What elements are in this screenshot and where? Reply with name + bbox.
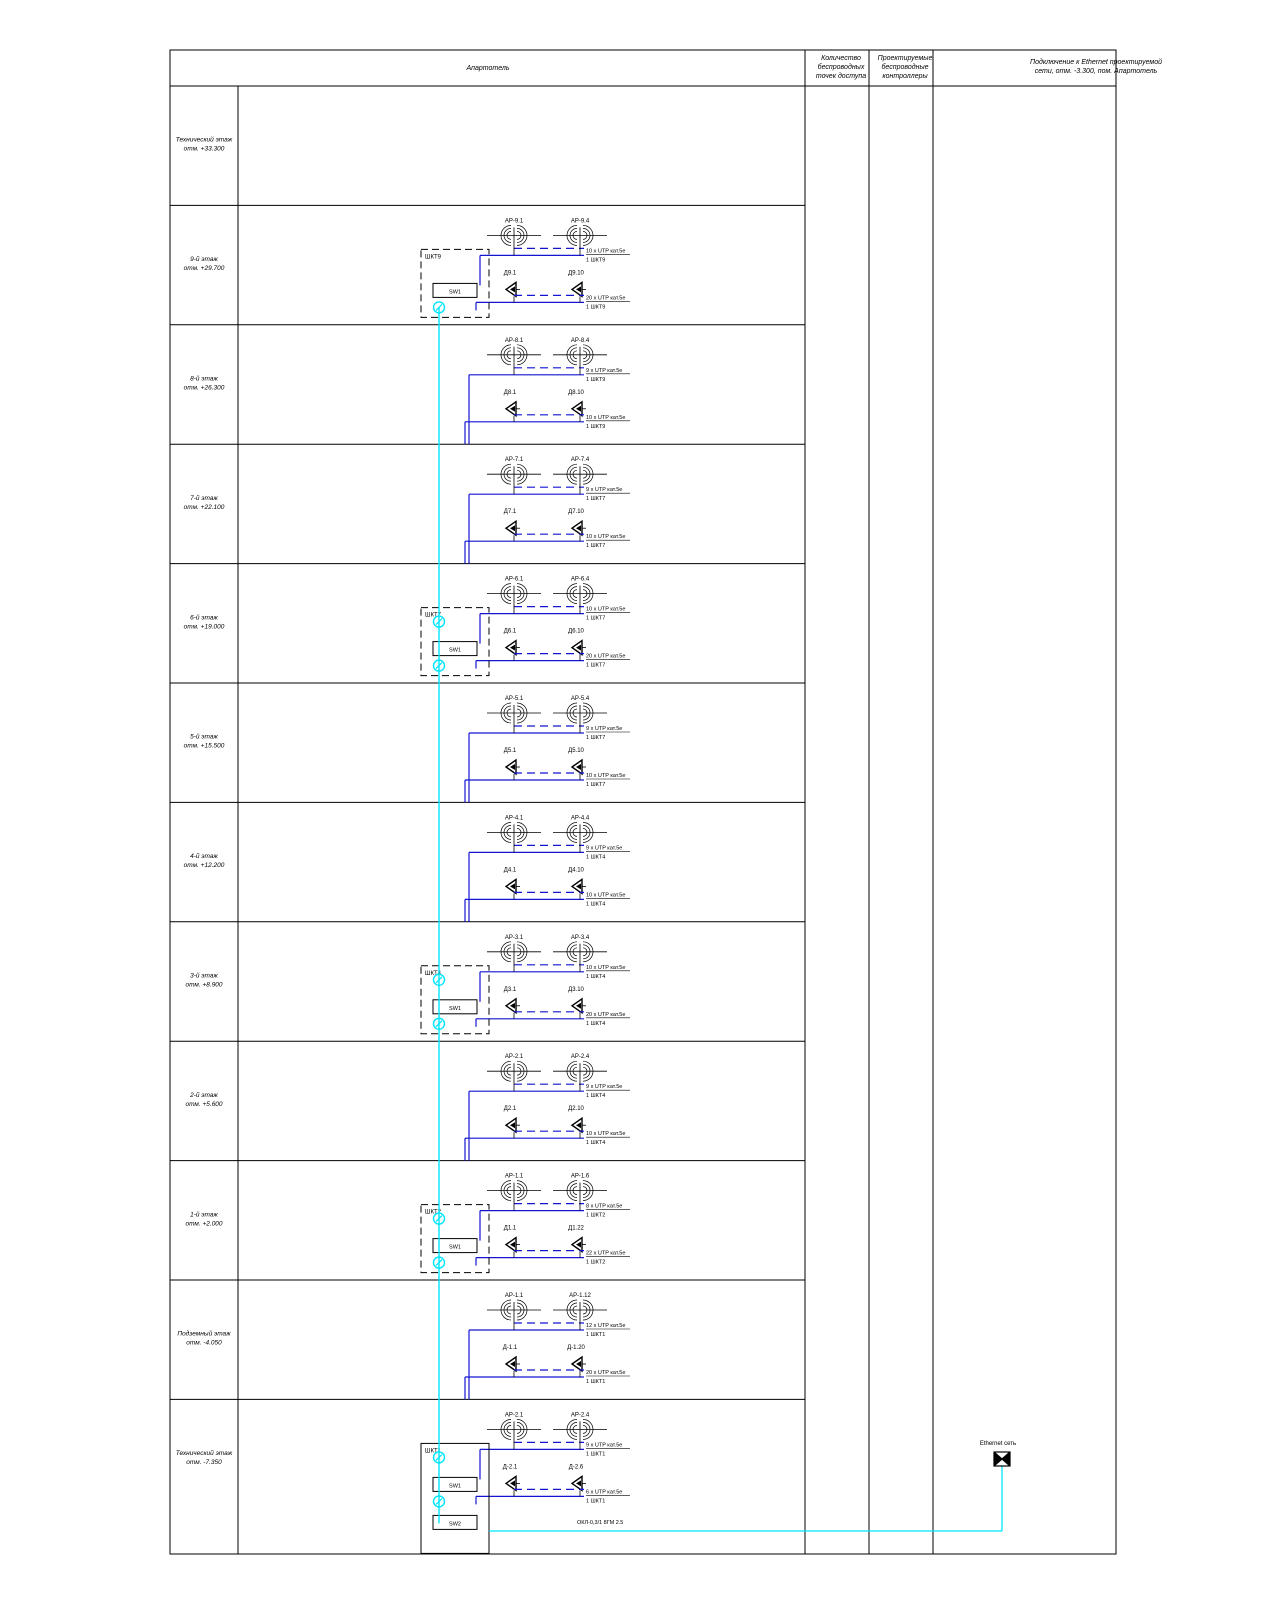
- cable-target: 1 ШКТ1: [586, 1451, 606, 1458]
- detector-core: [510, 286, 515, 292]
- detector: [504, 509, 520, 535]
- floor-level: отм. +22.100: [183, 503, 225, 511]
- floor-level: отм. -7.350: [186, 1459, 222, 1467]
- floor-row-f7: [170, 457, 805, 563]
- floor-name: 9-й этаж: [190, 256, 218, 264]
- access-point: [487, 1054, 541, 1081]
- access-point: [487, 218, 541, 245]
- cable-group: [465, 721, 630, 802]
- detector: [568, 867, 586, 893]
- header-controllers-line2: беспроводные: [881, 64, 929, 71]
- ap-label: AP-3.4: [570, 934, 590, 941]
- cable-group: [476, 960, 630, 1027]
- floor-level: отм. +2.000: [185, 1220, 223, 1228]
- cable-target: 1 ШКТ4: [586, 1020, 606, 1027]
- cable-spec: 9 x UTP кат.5e: [586, 726, 623, 732]
- detector-label: Д5.10: [568, 748, 584, 754]
- floor-name: Технический этаж: [175, 1450, 233, 1458]
- access-point: [553, 1054, 607, 1081]
- access-point: [487, 696, 541, 723]
- access-point: [487, 338, 541, 365]
- access-point: [553, 218, 607, 245]
- header-controllers-line3: контроллеры: [882, 73, 928, 80]
- cabinet-ШКТ1: [421, 1443, 489, 1553]
- floor-row-f2: [170, 1054, 805, 1160]
- detector-label: Д9.10: [568, 270, 584, 277]
- floor-level: отм. +26.300: [183, 384, 225, 392]
- cable-target: 1 ШКТ1: [586, 1332, 606, 1338]
- detector-label: Д6.10: [568, 628, 584, 635]
- floor-level: отм. -4.050: [186, 1339, 222, 1347]
- detector-label: Д9.1: [503, 270, 517, 277]
- cable-group: [465, 1079, 630, 1160]
- detector: [568, 509, 586, 535]
- floor-row-tech-bottom: [176, 1412, 630, 1553]
- cable-spec: 9 x UTP кат.5e: [586, 367, 623, 374]
- floor-name: Подземный этаж: [177, 1330, 231, 1338]
- floor-level: отм. +8.900: [185, 981, 223, 989]
- cable-group: [465, 1318, 630, 1399]
- cable-spec: 10 x UTP кат.5e: [586, 414, 626, 421]
- floor-row-f1: [170, 1174, 805, 1280]
- detector-label: Д4.10: [568, 867, 584, 874]
- cabinet-label: ШКТ9: [425, 254, 441, 261]
- floor-name: 8-й этаж: [190, 375, 218, 383]
- detector-core: [576, 764, 581, 770]
- switch-2-label: SW2: [449, 1521, 461, 1528]
- access-point: [487, 457, 541, 484]
- floor-name: 6-й этаж: [190, 614, 218, 622]
- detector: [504, 270, 520, 296]
- cabinet-ШКТ9: [421, 249, 489, 317]
- ap-label: AP-1.12: [569, 1293, 591, 1299]
- ap-label: AP-8.4: [570, 337, 590, 344]
- extra-cable-label: ОКЛ-0,3/1 8ГМ 2.5: [577, 1520, 624, 1526]
- detector-label: Д4.1: [503, 867, 517, 874]
- detector: [504, 1106, 520, 1132]
- detector: [504, 1226, 520, 1252]
- ap-label: AP-2.1: [504, 1054, 524, 1061]
- detector-label: Д1.1: [503, 1225, 517, 1232]
- detector: [568, 1226, 586, 1252]
- access-point: [553, 935, 607, 962]
- cable-target: 1 ШКТ9: [586, 423, 606, 430]
- header-ap-count-line2: беспроводных: [817, 64, 865, 71]
- detector-core: [576, 286, 581, 292]
- detector-core: [510, 1003, 515, 1009]
- cable-spec: 10 x UTP кат.5e: [586, 1131, 626, 1138]
- detector: [568, 390, 586, 416]
- cable-group: [465, 363, 630, 444]
- header-ethernet-line2: сети, отм. -3.300, пом. Апартотель: [1034, 68, 1158, 75]
- detector: [504, 748, 520, 774]
- cable-group: [465, 482, 630, 563]
- switch-label: SW1: [449, 1483, 461, 1490]
- cabinet-label: ШКТ7: [425, 612, 441, 619]
- table-header: [465, 55, 1162, 80]
- detector-label: Д7.1: [503, 509, 517, 516]
- floor-name: 1-й этаж: [190, 1211, 218, 1219]
- detector-label: Д-1.1: [502, 1345, 518, 1351]
- cable-group: [476, 602, 630, 669]
- detector-label: Д5.1: [503, 748, 517, 754]
- cable-target: 1 ШКТ7: [586, 662, 606, 669]
- external-label: Ethernet сеть: [979, 1441, 1017, 1447]
- cable-target: 1 ШКТ1: [586, 1379, 606, 1385]
- detector-core: [576, 406, 581, 412]
- floor-row-f5: [170, 696, 805, 802]
- detector-core: [576, 1361, 581, 1367]
- detector-core: [510, 764, 515, 770]
- detector-core: [576, 1122, 581, 1128]
- detector-core: [510, 1361, 515, 1367]
- switch-label: SW1: [449, 289, 461, 296]
- floor-level: отм. +33.300: [183, 145, 225, 153]
- ap-label: AP-2.4: [570, 1054, 590, 1061]
- cable-target: 1 ШКТ2: [586, 1259, 606, 1266]
- cable-spec: 10 x UTP кат.5e: [586, 773, 626, 779]
- ap-label: AP-2.4: [570, 1412, 590, 1419]
- cabinet-ШКТ2: [421, 1205, 489, 1273]
- detector: [569, 1464, 586, 1490]
- cable-spec: 10 x UTP кат.5e: [586, 964, 626, 971]
- switch-label: SW1: [449, 647, 461, 654]
- detector: [504, 629, 520, 655]
- cabinet-ШКТ4: [421, 966, 489, 1034]
- floor-row-f8: [170, 338, 805, 444]
- cable-target: 1 ШКТ9: [586, 304, 606, 311]
- cable-target: 1 ШКТ7: [586, 782, 606, 788]
- ap-label: AP-8.1: [504, 337, 524, 344]
- detector: [503, 1464, 520, 1490]
- ap-label: AP-9.4: [570, 218, 590, 225]
- detector-label: Д-2.1: [502, 1464, 518, 1471]
- cable-target: 1 ШКТ2: [586, 1212, 606, 1219]
- detector-core: [510, 525, 515, 531]
- cable-spec: 6 x UTP кат.5e: [586, 1489, 623, 1496]
- cable-spec: 10 x UTP кат.5e: [586, 534, 626, 541]
- floor-name: 4-й этаж: [190, 853, 218, 861]
- floor-level: отм. +12.200: [183, 862, 225, 870]
- access-point: [553, 457, 607, 484]
- cable-target: 1 ШКТ4: [586, 1140, 606, 1147]
- detector-core: [510, 1480, 515, 1486]
- floor-row-f6: [170, 577, 805, 683]
- cable-group: [465, 840, 630, 921]
- header-controllers-line1: Проектируемые: [877, 55, 933, 62]
- detector: [568, 987, 586, 1013]
- floor-level: отм. +5.600: [185, 1100, 223, 1108]
- cable-group: [476, 1437, 630, 1504]
- detector-label: Д6.1: [503, 628, 517, 635]
- detector-label: Д2.10: [568, 1106, 584, 1113]
- cable-target: 1 ШКТ4: [586, 854, 606, 861]
- floor-name: 7-й этаж: [190, 494, 218, 502]
- floor-name: 2-й этаж: [190, 1091, 218, 1099]
- cable-target: 1 ШКТ4: [586, 901, 606, 908]
- cable-spec: 8 x UTP кат.5e: [586, 1203, 623, 1210]
- ap-label: AP-1.1: [504, 1293, 524, 1299]
- header-ap-count-line1: Количество: [821, 55, 861, 62]
- detector-label: Д8.10: [568, 389, 584, 396]
- cable-spec: 10 x UTP кат.5e: [586, 248, 626, 255]
- cable-spec: 20 x UTP кат.5e: [586, 295, 626, 302]
- cable-group: [476, 1199, 630, 1266]
- ap-label: AP-1.1: [504, 1173, 524, 1180]
- cable-target: 1 ШКТ9: [586, 257, 606, 264]
- cable-spec: 10 x UTP кат.5e: [586, 606, 626, 613]
- detector-core: [576, 1480, 581, 1486]
- detector-core: [510, 645, 515, 651]
- ap-label: AP-1.6: [570, 1173, 590, 1180]
- ap-label: AP-9.1: [504, 218, 524, 225]
- ap-label: AP-3.1: [504, 934, 524, 941]
- access-point: [553, 577, 607, 604]
- ap-label: AP-5.1: [504, 696, 524, 702]
- access-point: [553, 1293, 607, 1320]
- cable-spec: 20 x UTP кат.5e: [586, 653, 626, 660]
- detector: [567, 1345, 586, 1371]
- detector-label: Д7.10: [568, 509, 584, 516]
- detector-core: [510, 1122, 515, 1128]
- detector-core: [510, 406, 515, 412]
- cabinet-label: ШКТ2: [425, 1209, 441, 1216]
- detector: [568, 629, 586, 655]
- cable-target: 1 ШКТ7: [586, 543, 606, 550]
- ap-label: AP-2.1: [504, 1412, 524, 1419]
- ap-label: AP-6.4: [570, 576, 590, 583]
- cable-spec: 9 x UTP кат.5e: [586, 487, 623, 494]
- floor-row-f3: [170, 935, 805, 1041]
- ap-label: AP-6.1: [504, 576, 524, 583]
- switch-label: SW1: [449, 1005, 461, 1012]
- detector-core: [576, 1242, 581, 1248]
- detector-label: Д3.10: [568, 986, 584, 993]
- ap-label: AP-4.4: [570, 815, 590, 822]
- header-ethernet-line1: Подключение к Ethernet проектируемой: [1030, 59, 1162, 66]
- detector: [503, 1345, 520, 1371]
- floor-level: отм. +15.500: [183, 742, 225, 750]
- floor-row-f9: [170, 218, 805, 324]
- detector-label: Д2.1: [503, 1106, 517, 1113]
- detector-core: [510, 1242, 515, 1248]
- detector-label: Д-1.20: [567, 1345, 585, 1351]
- cable-spec: 9 x UTP кат.5e: [586, 1442, 623, 1449]
- detector-core: [576, 645, 581, 651]
- detector: [504, 867, 520, 893]
- access-point: [553, 815, 607, 842]
- floor-name: 5-й этаж: [190, 733, 218, 741]
- cable-spec: 20 x UTP кат.5e: [586, 1370, 626, 1376]
- switch-label: SW1: [449, 1244, 461, 1251]
- detector-core: [510, 883, 515, 889]
- floor-level: отм. +29.700: [183, 265, 225, 273]
- cable-target: 1 ШКТ4: [586, 1093, 606, 1100]
- cable-spec: 9 x UTP кат.5e: [586, 1084, 623, 1091]
- cable-target: 1 ШКТ1: [586, 1498, 606, 1505]
- access-point: [487, 1174, 541, 1201]
- detector-label: Д-2.6: [568, 1464, 584, 1471]
- floor-row-f4: [170, 815, 805, 921]
- cable-target: 1 ШКТ7: [586, 615, 606, 622]
- access-point: [487, 1412, 541, 1439]
- detector-core: [576, 525, 581, 531]
- external-connection: [489, 1441, 1016, 1531]
- cable-target: 1 ШКТ4: [586, 973, 606, 980]
- detector-core: [576, 1003, 581, 1009]
- cable-spec: 12 x UTP кат.5e: [586, 1323, 626, 1329]
- cable-spec: 20 x UTP кат.5e: [586, 1011, 626, 1018]
- cable-target: 1 ШКТ7: [586, 496, 606, 503]
- cabinet-ШКТ7: [421, 608, 489, 676]
- floor-name: Технический этаж: [175, 136, 233, 144]
- access-point: [553, 696, 607, 723]
- cable-spec: 9 x UTP кат.5e: [586, 845, 623, 852]
- detector: [568, 1106, 586, 1132]
- detector-label: Д3.1: [503, 986, 517, 993]
- access-point: [487, 1293, 541, 1320]
- header-building: Апартотель: [466, 65, 510, 72]
- access-point: [487, 577, 541, 604]
- cable-target: 1 ШКТ9: [586, 376, 606, 383]
- access-point: [487, 815, 541, 842]
- floor-row-tech-top: [170, 136, 805, 206]
- cable-group: [476, 243, 630, 310]
- detector-label: Д1.22: [568, 1225, 584, 1232]
- access-point: [553, 1412, 607, 1439]
- detector-label: Д8.1: [503, 389, 517, 396]
- ap-label: AP-5.4: [570, 696, 590, 702]
- access-point: [487, 935, 541, 962]
- cabinet-border: [421, 1443, 489, 1553]
- detector: [504, 987, 520, 1013]
- ap-label: AP-7.4: [570, 457, 590, 464]
- cable-target: 1 ШКТ7: [586, 735, 606, 741]
- ap-label: AP-4.1: [504, 815, 524, 822]
- detector: [504, 390, 520, 416]
- cable-spec: 10 x UTP кат.5e: [586, 892, 626, 899]
- detector-core: [576, 883, 581, 889]
- detector: [568, 748, 586, 774]
- ap-label: AP-7.1: [504, 457, 524, 464]
- cabinet-label: ШКТ4: [425, 970, 441, 977]
- cable-spec: 22 x UTP кат.5e: [586, 1250, 626, 1257]
- cabinet-label: ШКТ1: [425, 1448, 441, 1455]
- detector: [568, 270, 586, 296]
- floor-name: 3-й этаж: [190, 972, 218, 980]
- access-point: [553, 338, 607, 365]
- floor-level: отм. +19.000: [183, 623, 225, 631]
- floor-rows: [170, 136, 805, 1554]
- access-point: [553, 1174, 607, 1201]
- header-ap-count-line3: точек доступа: [815, 73, 867, 80]
- floor-row-b1: [170, 1293, 805, 1399]
